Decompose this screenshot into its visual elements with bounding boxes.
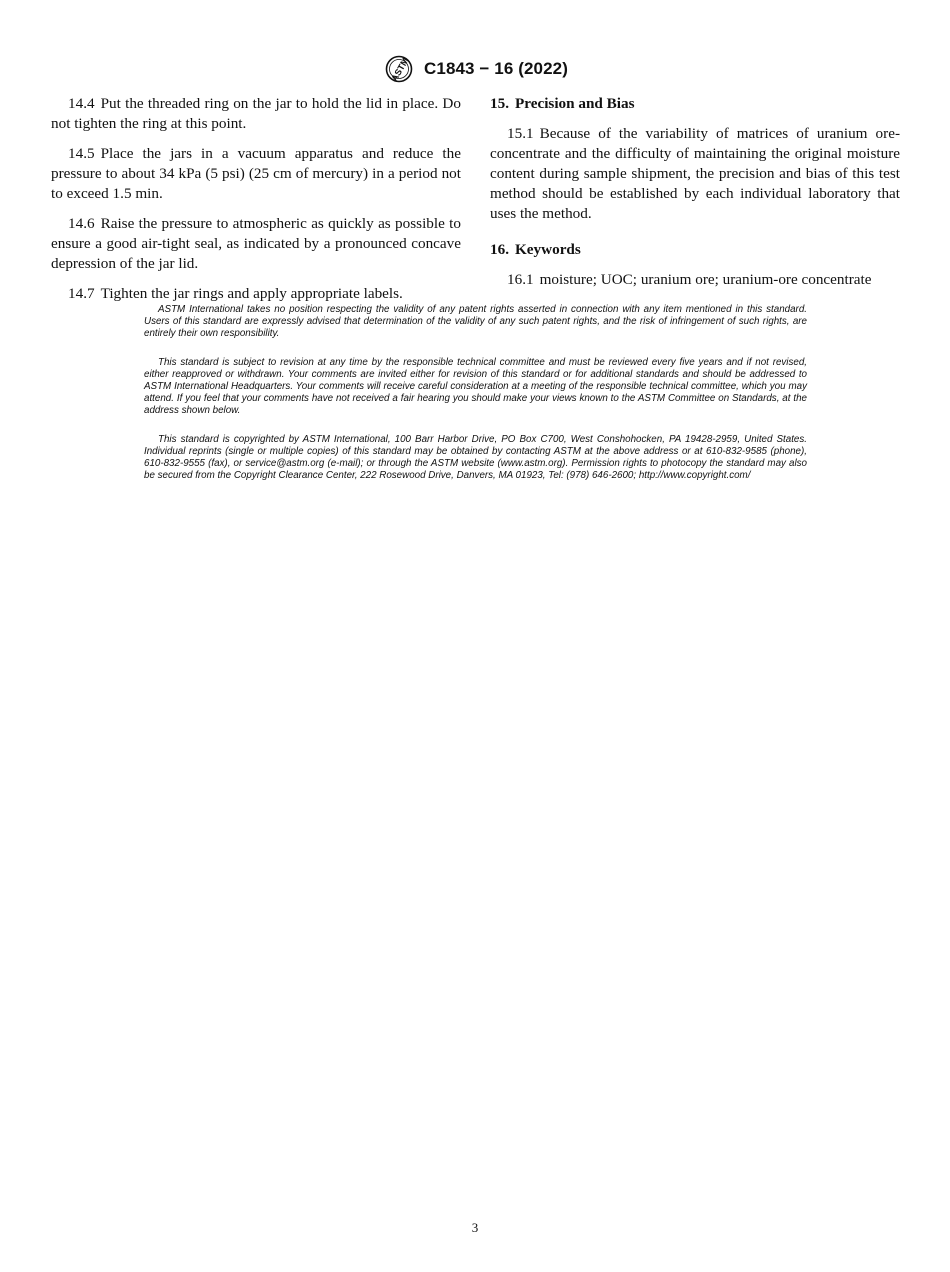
revision-notice: This standard is subject to revision at any time by the responsible technical committee and must be reviewed every five years and if not revised, either reapproved or withdrawn. Your comments are invited either for revision of this standard or for additional standards and should be addressed to ASTM International Headquarters. Your comments will receive careful consideration at a meeting of the responsible technical committee, which you may attend. If you feel that your comments have not received a fair hearing you should make your views known to the ASTM Committee on Standards, at the address shown below.	[144, 356, 807, 417]
page-number: 3	[471, 1220, 479, 1235]
right-column	[490, 94, 900, 300]
paragraph-text: moisture; UOC; uranium ore; uranium-ore concentrate	[539, 271, 872, 288]
svg-text:ASTM: ASTM	[389, 55, 411, 84]
legal-notices	[144, 304, 807, 498]
paragraph-14-6	[51, 214, 461, 274]
paragraph-text: Raise the pressure to atmospheric as quickly as possible to ensure a good air-tight seal, as indicated by a pronounced concave depression of the jar lid.	[51, 215, 461, 272]
paragraph-text: Place the jars in a vacuum apparatus and reduce the pressure to about 34 kPa (5 psi) (25 cm of mercury) in a period not to exceed 1.5 min.	[51, 145, 461, 202]
paragraph-text: Put the threaded ring on the jar to hold the lid in place. Do not tighten the ring at this point.	[51, 95, 461, 132]
section-heading-precision-bias	[490, 94, 900, 114]
section-number: 16.	[490, 241, 509, 258]
paragraph-number: 16.1	[507, 271, 534, 288]
paragraph-14-5	[51, 144, 461, 204]
paragraph-number: 15.1	[507, 125, 534, 142]
section-title: Precision and Bias	[514, 95, 635, 112]
section-heading-keywords	[490, 240, 900, 260]
copyright-notice: This standard is copyrighted by ASTM International, 100 Barr Harbor Drive, PO Box C700, West Conshohocken, PA 19428-2959, United States. Individual reprints (single or multiple copies) of this standard may be obtained by contacting ASTM at the above address or at 610-832-9585 (phone), 610-832-9555 (fax), or service@astm.org (e-mail); or through the ASTM website (www.astm.org). Permission rights to photocopy the standard may also be secured from the Copyright Clearance Center, 222 Rosewood Drive, Danvers, MA 01923, Tel: (978) 646-2600; http://www.copyright.com/	[144, 433, 807, 482]
paragraph-number: 14.4	[68, 95, 95, 112]
paragraph-text: Tighten the jar rings and apply appropriate labels.	[100, 285, 403, 302]
section-number: 15.	[490, 95, 509, 112]
paragraph-text: Because of the variability of matrices of uranium ore-concentrate and the difficulty of maintaining the original moisture content during sample shipment, the precision and bias of this test method should be established by each individual laboratory that uses the method.	[490, 125, 900, 222]
paragraph-number: 14.6	[68, 215, 95, 232]
paragraph-number: 14.7	[68, 285, 95, 302]
astm-logo-icon	[382, 54, 416, 84]
patent-notice: ASTM International takes no position respecting the validity of any patent rights asserted in connection with any item mentioned in this standard. Users of this standard are expressly advised that determination of the validity of any such patent rights, and the risk of infringement of such rights, are entirely their own responsibility.	[144, 304, 807, 340]
paragraph-16-1	[490, 270, 900, 290]
paragraph-14-7	[51, 284, 461, 304]
paragraph-14-4	[51, 94, 461, 134]
left-column	[51, 94, 461, 314]
paragraph-number: 14.5	[68, 145, 95, 162]
paragraph-15-1	[490, 124, 900, 224]
document-designation: C1843 − 16 (2022)	[424, 59, 568, 78]
section-title: Keywords	[514, 241, 581, 258]
page-header	[0, 53, 950, 85]
